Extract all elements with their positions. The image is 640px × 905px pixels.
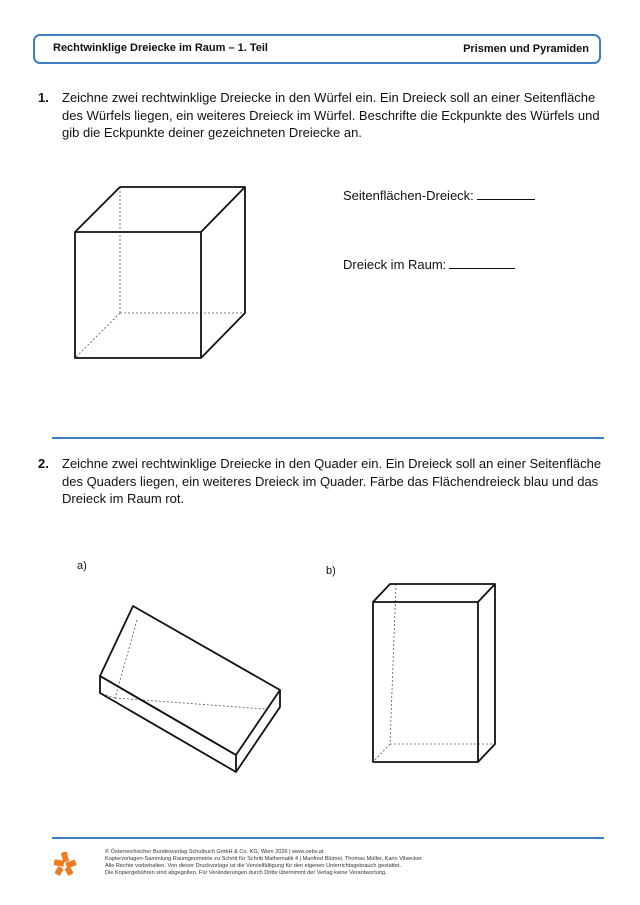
worksheet-title: Rechtwinklige Dreiecke im Raum – 1. Teil [53,42,268,54]
subtask-b-label: b) [326,565,336,577]
answer-space-triangle-line[interactable] [449,257,515,269]
answer-space-triangle-label: Dreieck im Raum: [343,257,447,272]
section-divider [52,437,604,439]
answer-space-triangle [343,257,515,272]
task-2-line: des Quaders liegen, ein weiteres Dreieck im Quader. Färbe das Flächendreieck blau und das [62,473,599,489]
task-1-line: des Würfels liegen, ein weiteres Dreieck im Würfel. Beschrifte die Eckpunkte des Würfels und [62,107,600,123]
cuboid-a-figure [95,600,290,780]
footer-line: Die Kopiergebühren sind abgegolten. Für Veränderungen durch Dritte übernimmt der Verlag keine Verantwortung. [105,870,387,876]
task-1-number: 1. [38,90,49,105]
cuboid-b-figure [368,578,503,768]
task-1-line: gib die Eckpunkte deiner gezeichneten Dreiecke an. [62,125,362,140]
subtask-a-label: a) [77,560,87,572]
task-2-text [62,455,602,508]
publisher-logo-icon [52,850,78,876]
cube-top-face [75,187,245,232]
footer-line: Alle Rechte vorbehalten. Von dieser Druckvorlage ist die Vervielfältigung für den eigenen Unterrichtsgebrauch gestattet. [105,863,402,869]
cuboid-a-hidden-edge [115,698,265,709]
cuboid-b-hidden-edge [373,744,390,762]
cuboid-b-side-edges [478,584,495,762]
footer-line: Kopiervorlagen-Sammlung Raumgeometrie zu Schritt für Schritt Mathematik 4 | Manfred Blümel, Thomas Müller, Karin Vilsecker [105,856,422,862]
task-2-line: Dreieck im Raum rot. [62,491,185,506]
cube-side-edges [201,187,245,358]
answer-face-triangle [343,188,535,203]
task-1-text [62,89,602,142]
footer-line: © Österreichischer Bundesverlag Schulbuch GmbH & Co. KG, Wien 2026 | www.oebv.at [105,849,324,855]
cuboid-b-top-face [373,584,495,602]
cuboid-b-hidden-edge [390,584,396,744]
cube-figure [70,182,255,362]
answer-face-triangle-line[interactable] [477,188,535,200]
task-2-line: Zeichne zwei rechtwinklige Dreiecke in den Quader ein. Ein Dreieck soll an einer Seitenfläche [62,456,602,471]
cuboid-a-top-face [100,606,280,755]
answer-face-triangle-label: Seitenflächen-Dreieck: [343,188,474,203]
task-1-line: Zeichne zwei rechtwinklige Dreiecke in den Würfel ein. Ein Dreieck soll an einer Seitenfläche [62,90,596,105]
cuboid-a-side-edges [236,690,280,772]
cube-hidden-edge [75,313,120,358]
cuboid-b-front-face [373,602,478,762]
header-box [33,34,601,64]
task-2-number: 2. [38,456,49,471]
footer-divider [52,837,604,839]
cuboid-a-front-face [100,676,236,772]
footer-copyright [105,849,585,877]
worksheet-topic: Prismen und Pyramiden [463,43,589,55]
